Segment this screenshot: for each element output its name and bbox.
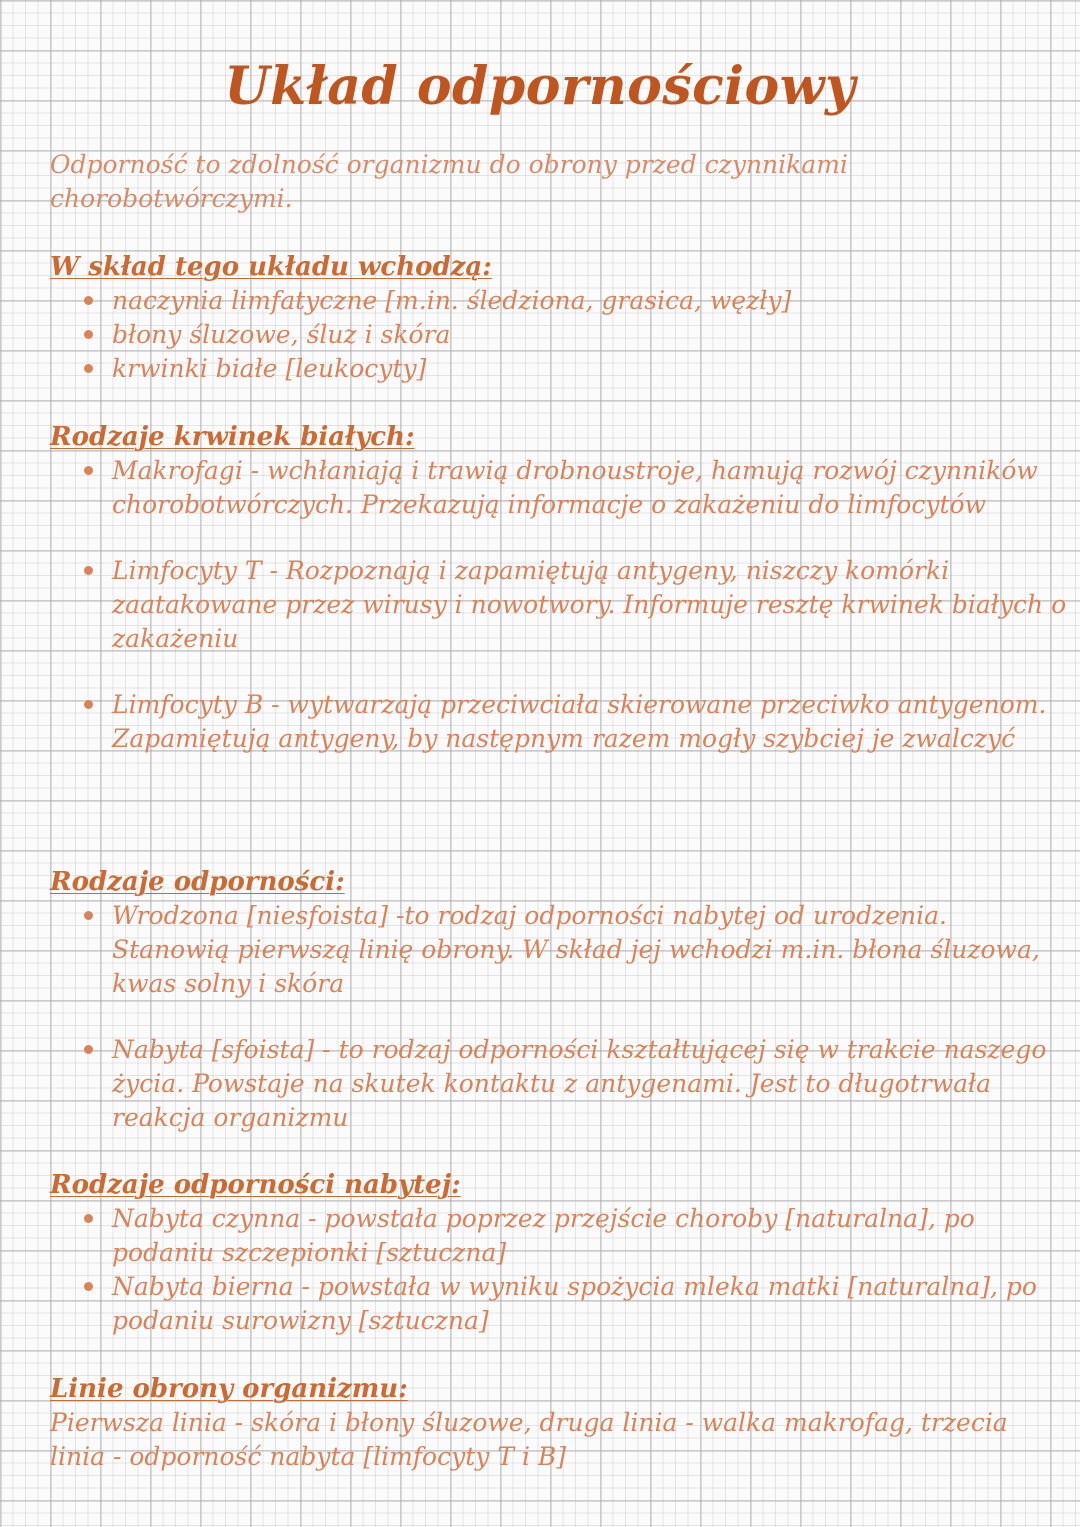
intro-paragraph: Odporność to zdolność organizmu do obrony przed czynnikami chorobotwórczymi. — [50, 150, 848, 213]
white-cells-list — [50, 454, 1070, 756]
bullet-icon — [84, 466, 93, 475]
list-item: Wrodzona [niesfoista] -to rodzaj odporności nabytej od urodzenia. Stanowią pierwszą linię obrony. W skład jej wchodzi m.in. błona śluzowa, kwas solny i skóra — [80, 899, 1070, 1001]
list-item: Nabyta czynna - powstała poprzez przejście choroby [naturalna], po podaniu szczepionki [sztuczna] — [80, 1202, 1070, 1270]
section-heading: Linie obrony organizmu: — [50, 1374, 408, 1404]
section-heading: Rodzaje krwinek białych: — [50, 422, 415, 452]
page-title: Układ odpornościowy — [224, 56, 856, 117]
list-item: naczynia limfatyczne [m.in. śledziona, grasica, węzły] — [80, 284, 1070, 318]
section-heading: Rodzaje odporności: — [50, 867, 345, 897]
defense-lines-text: Pierwsza linia - skóra i błony śluzowe, druga linia - walka makrofag, trzecia linia - odporność nabyta [limfocyty T i B] — [50, 1408, 1008, 1471]
bullet-icon — [84, 330, 93, 339]
acquired-types-list — [50, 1202, 1070, 1338]
section-heading: W skład tego układu wchodzą: — [50, 252, 492, 282]
section-heading: Rodzaje odporności nabytej: — [50, 1170, 461, 1200]
bullet-icon — [84, 700, 93, 709]
section-immunity-types — [50, 865, 1070, 1135]
list-item: Nabyta [sfoista] - to rodzaj odporności kształtującej się w trakcie naszego życia. Powstaje na skutek kontaktu z antygenami. Jest to długotrwała reakcja organizmu — [80, 1033, 1070, 1135]
section-white-cells — [50, 420, 1070, 756]
list-item: Limfocyty T - Rozpoznają i zapamiętują antygeny, niszczy komórki zaatakowane przez wirusy i nowotwory. Informuje resztę krwinek białych o zakażeniu — [80, 554, 1070, 656]
bullet-icon — [84, 911, 93, 920]
bullet-icon — [84, 1045, 93, 1054]
section-components — [50, 250, 1070, 386]
list-item: krwinki białe [leukocyty] — [80, 352, 1070, 386]
list-item: błony śluzowe, śluz i skóra — [80, 318, 1070, 352]
list-item: Makrofagi - wchłaniają i trawią drobnoustroje, hamują rozwój czynników chorobotwórczych. Przekazują informacje o zakażeniu do limfocytów — [80, 454, 1070, 522]
section-defense-lines — [50, 1372, 1070, 1474]
bullet-icon — [84, 364, 93, 373]
bullet-icon — [84, 296, 93, 305]
list-item: Nabyta bierna - powstała w wyniku spożycia mleka matki [naturalna], po podaniu surowizny [sztuczna] — [80, 1270, 1070, 1338]
section-acquired-types — [50, 1168, 1070, 1338]
list-item: Limfocyty B - wytwarzają przeciwciała skierowane przeciwko antygenom. Zapamiętują antygeny, by następnym razem mogły szybciej je zwalczyć — [80, 688, 1070, 756]
bullet-icon — [84, 1282, 93, 1291]
bullet-icon — [84, 1214, 93, 1223]
bullet-icon — [84, 566, 93, 575]
components-list — [50, 284, 1070, 386]
immunity-types-list — [50, 899, 1070, 1135]
